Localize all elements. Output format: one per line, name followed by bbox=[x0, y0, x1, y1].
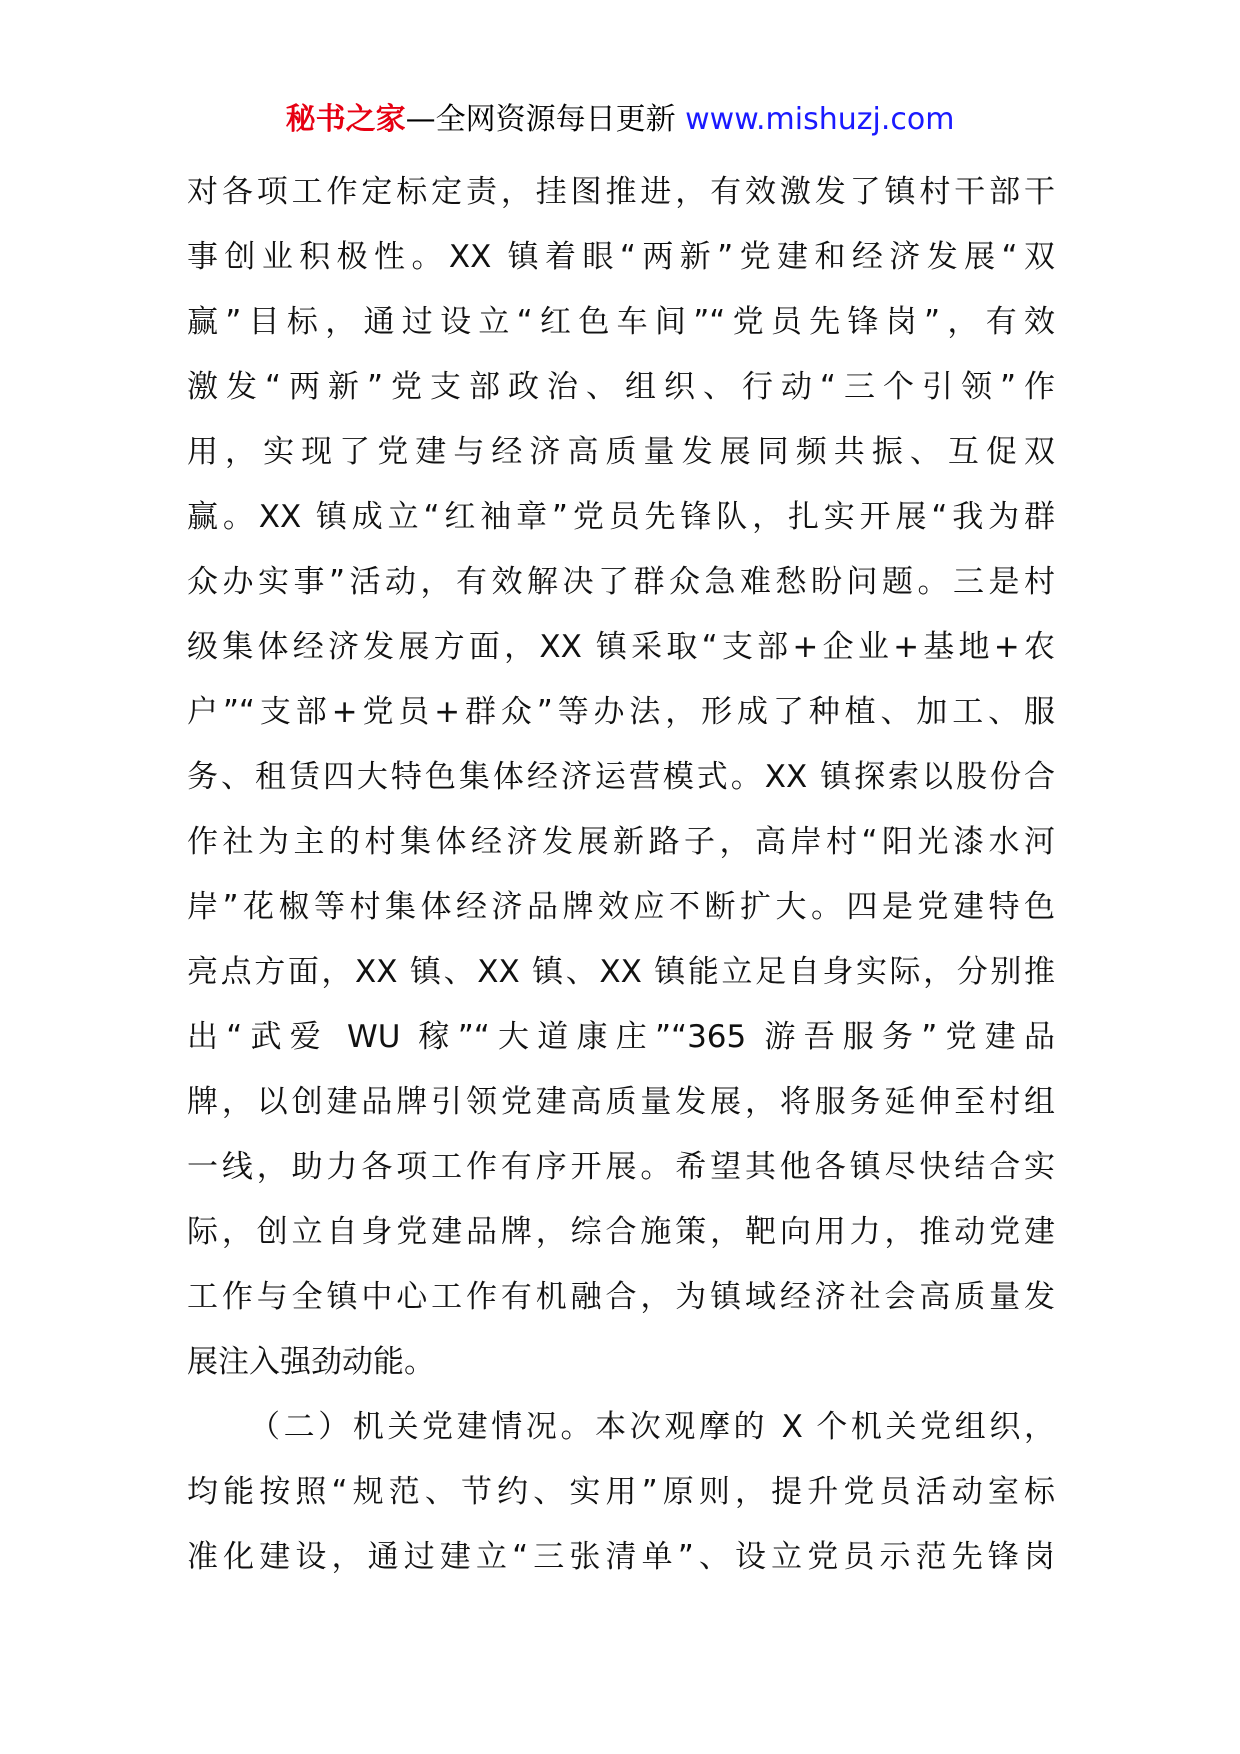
text-line: 均能按照“规范、节约、实用”原则，提升党员活动室标 bbox=[187, 1474, 1055, 1510]
text-line: 事创业积极性。XX 镇着眼“两新”党建和经济发展“双 bbox=[187, 239, 1055, 275]
text-line: 赢。XX 镇成立“红袖章”党员先锋队，扎实开展“我为群 bbox=[187, 499, 1055, 535]
text-line: 作社为主的村集体经济发展新路子，高岸村“阳光漆水河 bbox=[187, 824, 1055, 860]
text-line: 对各项工作定标定责，挂图推进，有效激发了镇村干部干 bbox=[187, 174, 1055, 210]
text-line: 际，创立自身党建品牌，综合施策，靶向用力，推动党建 bbox=[187, 1214, 1055, 1250]
brand-name: 秘书之家 bbox=[285, 102, 406, 137]
text-line: 激发“两新”党支部政治、组织、行动“三个引领”作 bbox=[187, 369, 1055, 405]
text-line: 户”“支部+党员+群众”等办法，形成了种植、加工、服 bbox=[187, 694, 1055, 730]
text-line: 出“武爱 WU 稼”“大道康庄”“365 游吾服务”党建品 bbox=[187, 1019, 1055, 1055]
text-line: 众办实事”活动，有效解决了群众急难愁盼问题。三是村 bbox=[187, 564, 1055, 600]
text-line: 牌，以创建品牌引领党建高质量发展，将服务延伸至村组 bbox=[187, 1084, 1055, 1120]
text-line: 级集体经济发展方面，XX 镇采取“支部+企业+基地+农 bbox=[187, 629, 1055, 665]
header-tagline: —全网资源每日更新 bbox=[405, 102, 676, 137]
text-line: 务、租赁四大特色集体经济运营模式。XX 镇探索以股份合 bbox=[187, 759, 1055, 795]
text-line: 工作与全镇中心工作有机融合，为镇域经济社会高质量发 bbox=[187, 1279, 1055, 1315]
text-line: 一线，助力各项工作有序开展。希望其他各镇尽快结合实 bbox=[187, 1149, 1055, 1185]
text-line: 用，实现了党建与经济高质量发展同频共振、互促双 bbox=[187, 434, 1055, 470]
text-line: 赢”目标，通过设立“红色车间”“党员先锋岗”，有效 bbox=[187, 304, 1055, 340]
paragraph-end-line: 展注入强劲动能。 bbox=[187, 1344, 435, 1380]
text-line: 准化建设，通过建立“三张清单”、设立党员示范先锋岗 bbox=[187, 1539, 1055, 1575]
header-url-link[interactable]: www.mishuzj.com bbox=[685, 102, 955, 137]
text-line: 亮点方面，XX 镇、XX 镇、XX 镇能立足自身实际，分别推 bbox=[187, 954, 1055, 990]
page-header bbox=[0, 100, 1240, 140]
document-body bbox=[187, 160, 1055, 1590]
paragraph-start-line: （二）机关党建情况。本次观摩的 X 个机关党组织， bbox=[249, 1409, 1055, 1445]
text-line: 岸”花椒等村集体经济品牌效应不断扩大。四是党建特色 bbox=[187, 889, 1055, 925]
